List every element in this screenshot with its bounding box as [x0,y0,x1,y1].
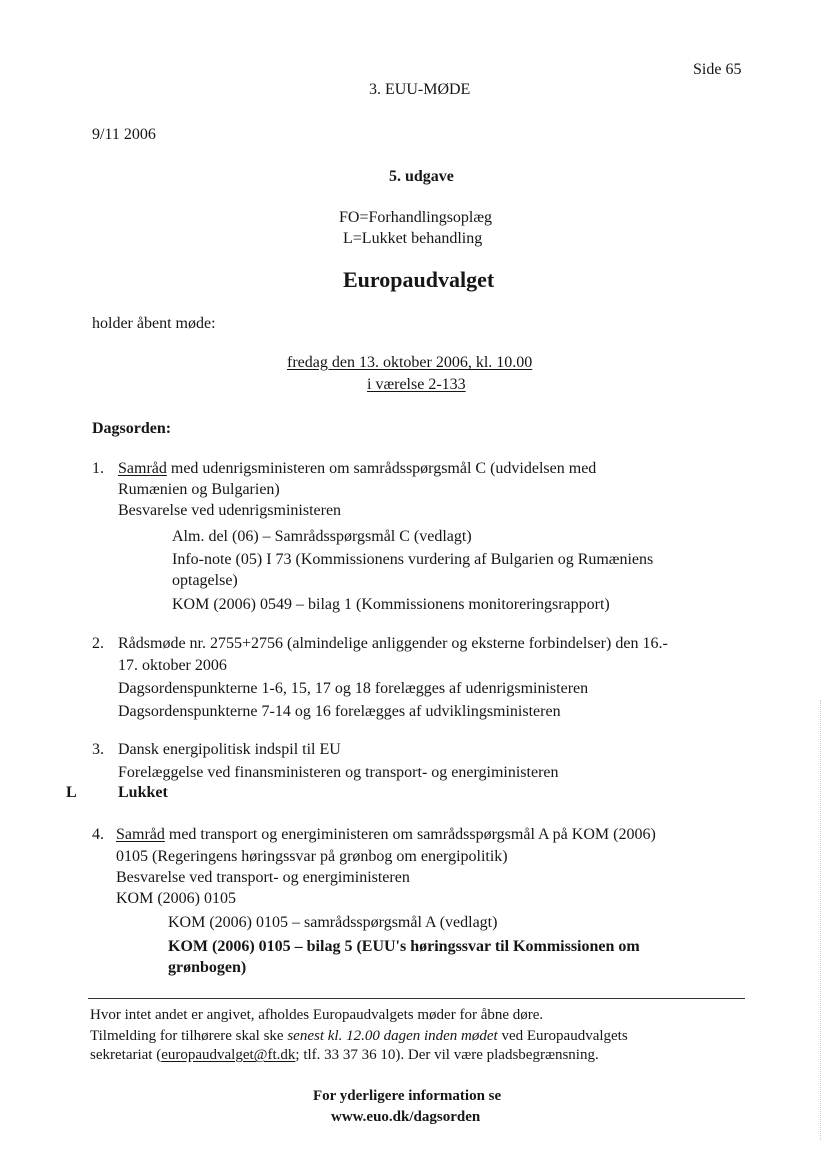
footer-line-2: Tilmelding for tilhørere skal ske senest kl. 12.00 dagen inden mødet ved Europaudvalgets [90,1028,628,1044]
agenda-item-1-sub-2: Info-note (05) I 73 (Kommissionens vurdering af Bulgarien og Rumæniens [172,551,654,568]
agenda-item-4-sub-3: grønbogen) [168,959,247,976]
agenda-item-1-sub-3: optagelse) [172,572,238,589]
email-link[interactable]: europaudvalget@ft.dk [161,1047,296,1063]
registration-deadline: senest kl. 12.00 dagen inden mødet [287,1028,498,1044]
agenda-item-1-line-2: Rumænien og Bulgarien) [118,481,280,498]
agenda-item-1-number: 1. [92,460,104,477]
scan-margin-line [820,700,822,1140]
agenda-item-1-sub-1: Alm. del (06) – Samrådsspørgsmål C (vedlagt) [172,528,472,545]
footer-divider [88,998,745,999]
agenda-item-2-line-4: Dagsordenspunkterne 7-14 og 16 forelægges af udviklingsministeren [118,703,561,720]
agenda-item-1-line-3: Besvarelse ved udenrigsministeren [118,502,342,519]
footer-line-3: sekretariat (europaudvalget@ft.dk; tlf. 33 37 36 10). Der vil være pladsbegrænsning. [90,1047,599,1063]
agenda-item-4-line-4: KOM (2006) 0105 [116,890,236,907]
meeting-datetime: fredag den 13. oktober 2006, kl. 10.00 [287,354,533,371]
meeting-number: 3. EUU-MØDE [369,81,471,98]
samraad-keyword: Samråd [118,460,167,477]
info-url[interactable]: www.euo.dk/dagsorden [331,1109,481,1125]
document-date: 9/11 2006 [92,126,156,143]
agenda-item-1-line-1: Samråd med udenrigsministeren om samrådsspørgsmål C (udvidelsen med [118,460,597,477]
agenda-item-4-line-3: Besvarelse ved transport- og energiministeren [116,869,410,886]
committee-title: Europaudvalget [343,267,495,292]
agenda-item-4-number: 4. [92,826,104,843]
agenda-title: Dagsorden: [92,420,172,437]
meeting-room: i værelse 2-133 [367,376,466,393]
legend-fo: FO=Forhandlingsoplæg [339,209,493,226]
closed-marker: L [66,784,77,801]
agenda-item-2-number: 2. [92,635,104,652]
agenda-item-2-line-3: Dagsordenspunkterne 1-6, 15, 17 og 18 forelægges af udenrigsministeren [118,680,589,697]
agenda-item-4-sub-2: KOM (2006) 0105 – bilag 5 (EUU's høringssvar til Kommissionen om [168,938,640,955]
agenda-item-1-sub-4: KOM (2006) 0549 – bilag 1 (Kommissionens monitoreringsrapport) [172,596,610,613]
closed-session-label: Lukket [118,784,168,801]
legend-l: L=Lukket behandling [343,230,483,247]
footer-line-1: Hvor intet andet er angivet, afholdes Europaudvalgets møder for åbne døre. [90,1007,544,1023]
page-number: Side 65 [693,61,742,78]
edition-label: 5. udgave [389,168,454,185]
agenda-item-4-line-1: Samråd med transport og energiministeren om samrådsspørgsmål A på KOM (2006) [116,826,656,843]
agenda-item-3-number: 3. [92,741,104,758]
agenda-item-4-line-2: 0105 (Regeringens høringssvar på grønbog om energipolitik) [116,848,508,865]
info-line-1: For yderligere information se [313,1088,502,1104]
agenda-item-4-sub-1: KOM (2006) 0105 – samrådsspørgsmål A (vedlagt) [168,914,498,931]
agenda-item-2-line-1: Rådsmøde nr. 2755+2756 (almindelige anliggender og eksterne forbindelser) den 16.- [118,635,668,652]
agenda-item-3-line-1: Dansk energipolitisk indspil til EU [118,741,341,758]
agenda-item-2-line-2: 17. oktober 2006 [118,657,227,674]
holds-meeting-text: holder åbent møde: [92,315,216,332]
samraad-keyword: Samråd [116,826,165,843]
agenda-item-3-line-2: Forelæggelse ved finansministeren og transport- og energiministeren [118,764,559,781]
